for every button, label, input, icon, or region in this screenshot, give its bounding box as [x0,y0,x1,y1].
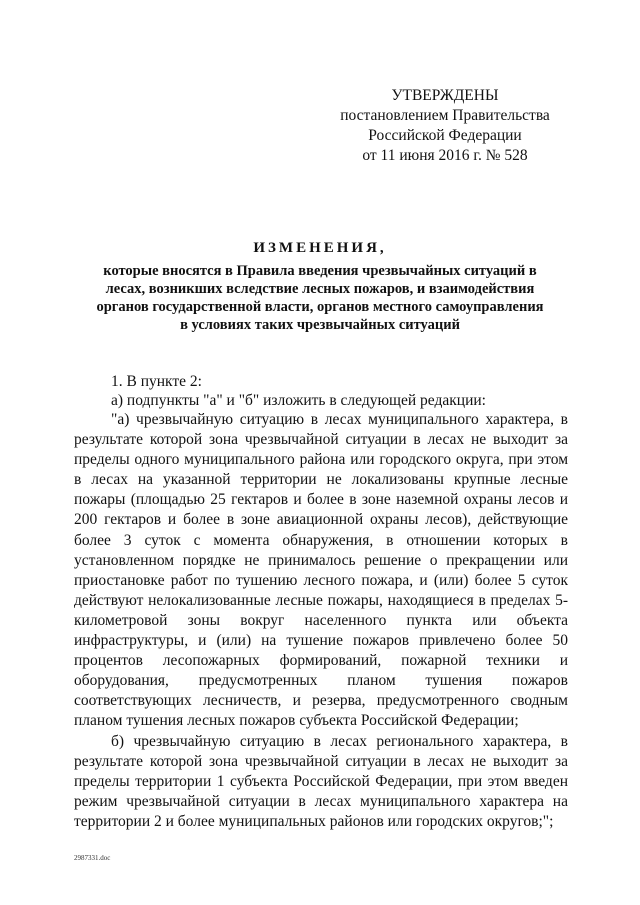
point-title: 1. В пункте 2: [111,373,202,390]
approval-block [330,86,560,166]
subheading-line-3: органов государственной власти, органов местного самоуправления [96,299,544,315]
subheading-line-2: лесах, возникших вследствие лесных пожаров, и взаимодействия [105,281,535,297]
approval-line-3: от 11 июня 2016 г. № 528 [362,147,528,164]
document-subheading [60,262,580,334]
file-name-footer: 2987331.doc [74,854,111,862]
subheading-line-4: в условиях таких чрезвычайных ситуаций [180,317,460,333]
approval-title: УТВЕРЖДЕНЫ [391,87,499,104]
instruction-line: а) подпункты "а" и "б" изложить в следующей редакции: [111,392,486,409]
subheading-line-1: которые вносятся в Правила введения чрезвычайных ситуаций в [103,263,537,279]
paragraph-b: б) чрезвычайную ситуацию в лесах регионального характера, в результате которой зона чрезвычайной ситуации в лесах не выходит за пределы территории 1 субъекта Российской Федерации, при этом введен режим чрезвычайной ситуации в лесах муниципального характера на территории 2 и более муниципальных районов или городских округов;"; [74,732,568,830]
document-body [74,410,568,832]
approval-line-1: постановлением Правительства [340,107,550,124]
approval-line-2: Российской Федерации [368,127,522,144]
document-heading: ИЗМЕНЕНИЯ, [253,240,387,256]
paragraph-a: "а) чрезвычайную ситуацию в лесах муниципального характера, в результате которой зона чрезвычайной ситуации в лесах не выходит за пределы одного муниципального района или городского округа, при этом в лесах на указанной территории не локализованы крупные лесные пожары (площадью 25 гектаров и более в зоне наземной охраны лесов и 200 гектаров и более в зоне авиационной охраны лесов), действующие более 3 суток с момента обнаружения, в отношении которых в установленном порядке не принималось решение о прекращении или приостановке работ по тушению лесного пожара, и (или) более 5 суток действуют нелокализованные лесные пожары, находящиеся в пределах 5-километровой зоны вокруг населенного пункта или объекта инфраструктуры, и (или) на тушение пожаров привлечено более 50 процентов лесопожарных формирований, пожарной техники и оборудования, предусмотренных планом тушения пожаров соответствующих лесничеств, и резерва, предусмотренного сводным планом тушения лесных пожаров субъекта Российской Федерации; [74,411,568,730]
